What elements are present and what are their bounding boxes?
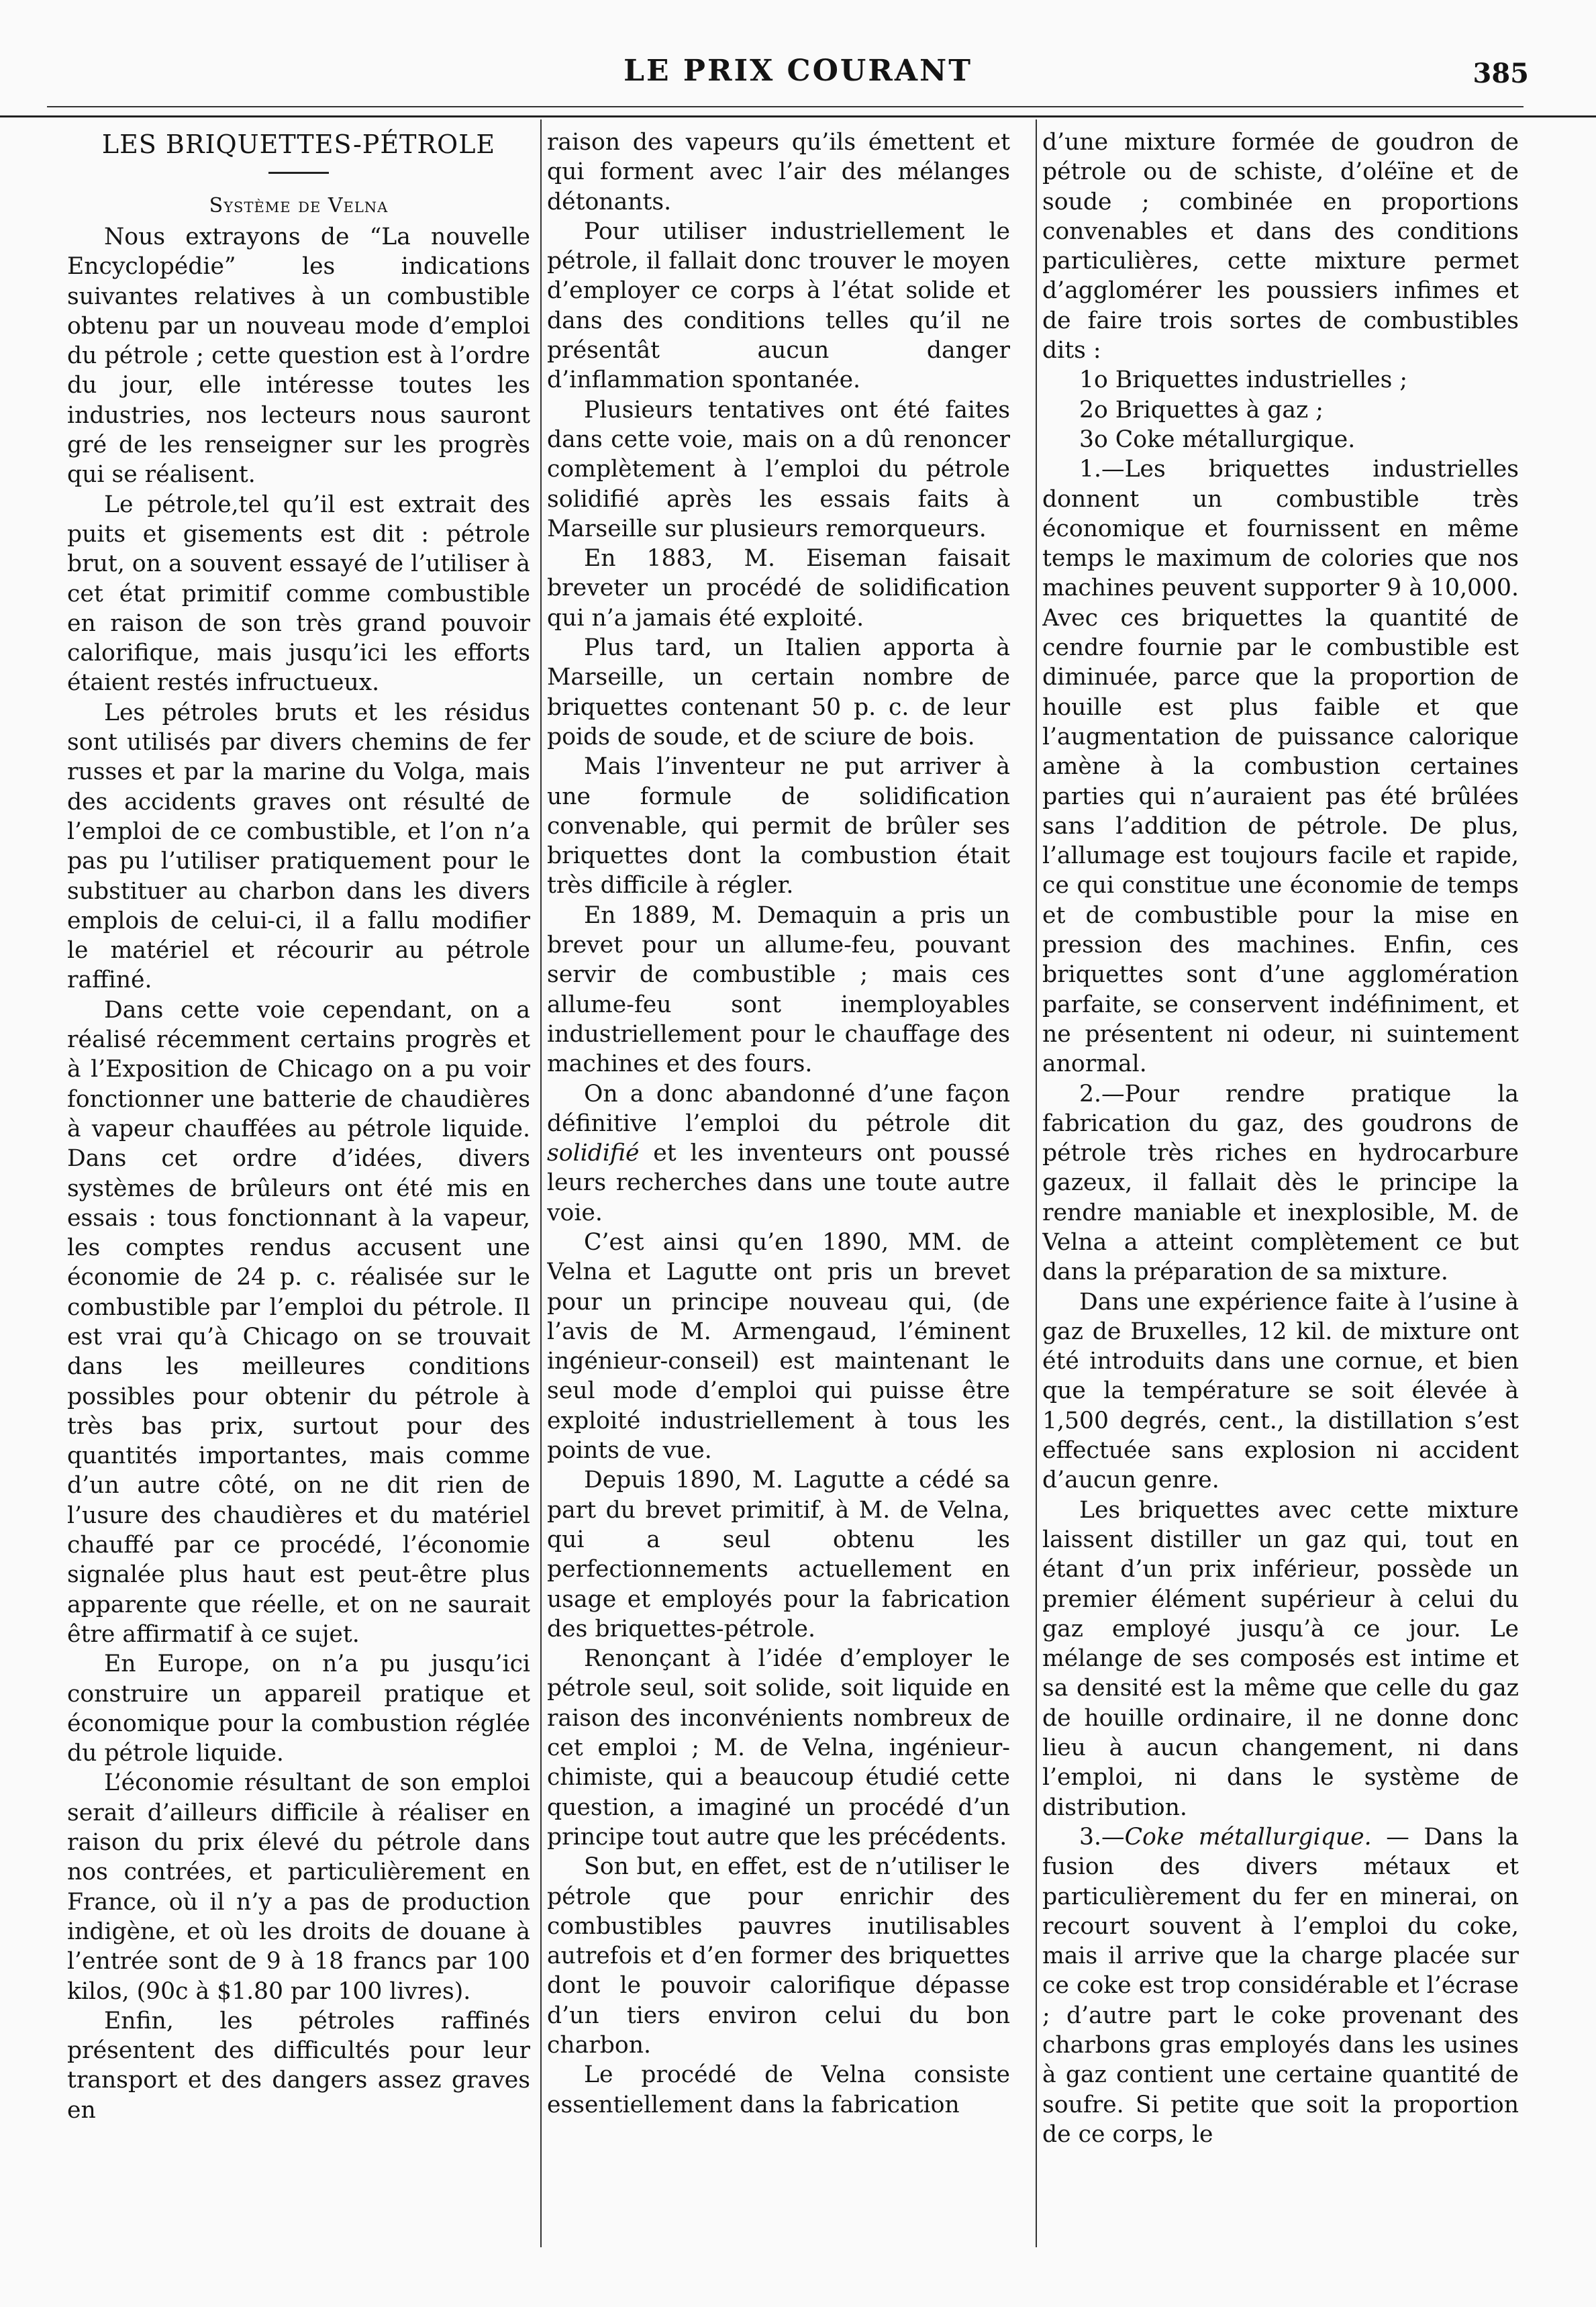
journal-title: LE PRIX COURANT — [624, 54, 972, 88]
paragraph: Nous extrayons de “La nouvelle Encyclopédie” les indications suivantes relatives à un combustible obtenu par un nouveau mode d’emploi du pétrole ; cette question est à l’ordre du jour, elle intéresse toutes les industries, nos lecteurs nous sauront gré de les renseigner sur les progrès qui se réalisent. — [67, 224, 530, 489]
paragraph: En 1883, M. Eiseman faisait breveter un procédé de solidification qui n’a jamais été exploité. — [547, 545, 1010, 632]
paragraph: Le pétrole,tel qu’il est extrait des puits et gisements est dit : pétrole brut, on a souvent essayé de l’utiliser à cet état primitif comme combustible en raison de son très grand pouvoir calorifique, mais jusqu’ici les efforts étaient restés infructueux. — [67, 491, 530, 697]
paragraph: Mais l’inventeur ne put arriver à une formule de solidification convenable, qui permit de brûler ses briquettes dont la combustion était très difficile à régler. — [547, 753, 1010, 899]
column-divider — [1036, 119, 1037, 2247]
paragraph: raison des vapeurs qu’ils émettent et qui forment avec l’air des mélanges détonants. — [547, 129, 1010, 215]
paragraph: C’est ainsi qu’en 1890, MM. de Velna et Lagutte ont pris un brevet pour un principe nouveau qui, (de l’avis de M. Armengaud, l’éminent ingénieur-conseil) est maintenant le seul mode d’emploi qui puisse être exploité industriellement à tous les points de vue. — [547, 1228, 1010, 1465]
paragraph: Les briquettes avec cette mixture laissent distiller un gaz qui, tout en étant d’un prix inférieur, possède un premier élément supérieur à celui du gaz employé jusqu’à ce jour. Le mélange de ses composés est intime et sa densité est la même que celle du gaz de houille ordinaire, il ne donne donc lieu à aucun changement, ni dans l’emploi, ni dans le système de distribution. — [1042, 1496, 1519, 1821]
column-2 — [547, 128, 1010, 2249]
list-item: 3o Coke métallurgique. — [1079, 426, 1356, 453]
header-rule-lower — [0, 115, 1596, 117]
emphasis-text: Coke métallurgique. — [1124, 1823, 1372, 1851]
paragraph: En Europe, on n’a pu jusqu’ici construire un appareil pratique et économique pour la combustion réglée du pétrole liquide. — [67, 1651, 530, 1767]
page-number: 385 — [1473, 58, 1529, 89]
paragraph: Dans cette voie cependant, on a réalisé récemment certains progrès et à l’Exposition de Chicago on a pu voir fonctionner une batterie de chaudières à vapeur chauffées au pétrole liquide. Dans cet ordre d’idées, divers systèmes de brûleurs ont été mis en essais : tous fonctionnant à la vapeur, les comptes rendus accusent une économie de 24 p. c. réalisée sur le combustible par l’emploi du pétrole. Il est vrai qu’à Chicago on se trouvait dans les meilleures conditions possibles pour obtenir du pétrole à très bas prix, surtout pour des quantités importantes, mais comme d’un autre côté, on ne dit rien de l’usure des chaudières et du matériel chauffé par ce procédé, l’économie signalée plus haut est peut-être plus apparente que réelle, et on ne saurait être affirmatif à ce sujet. — [67, 996, 530, 1648]
article-title: LES BRIQUETTES-PÉTROLE — [101, 130, 496, 159]
column-divider — [540, 119, 542, 2247]
paragraph: Son but, en effet, est de n’utiliser le pétrole que pour enrichir des combustibles pauvres inutilisables autrefois et d’en former des briquettes dont le pouvoir calorifique dépasse d’un tiers environ celui du bon charbon. — [547, 1853, 1010, 2059]
paragraph-text: et les inventeurs ont poussé leurs recherches dans une toute autre voie. — [547, 1140, 1010, 1226]
paragraph: d’une mixture formée de goudron de pétrole ou de schiste, d’oléïne et de soude ; combinée en proportions convenables et dans des conditions particulières, cette mixture permet d’agglomérer les poussiers infimes et de faire trois sortes de combustibles dits : — [1042, 129, 1519, 364]
paragraph: Plusieurs tentatives ont été faites dans cette voie, mais on a dû renoncer complètement à l’emploi du pétrole solidifié après les essais faits à Marseille sur plusieurs remorqueurs. — [547, 396, 1010, 542]
running-head — [0, 54, 1596, 101]
paragraph-text: On a donc abandonné d’une façon définitive l’emploi du pétrole dit — [547, 1080, 1010, 1137]
emphasis-text: solidifié — [547, 1140, 640, 1167]
paragraph: Renonçant à l’idée d’employer le pétrole seul, soit solide, soit liquide en raison des inconvénients nombreux de cet emploi ; M. de Velna, ingénieur-chimiste, qui a beaucoup étudié cette question, a imaginé un procédé d’un principe tout autre que les précédents. — [547, 1645, 1010, 1851]
article-subtitle: Système de Velna — [209, 194, 389, 217]
column-3 — [1042, 128, 1519, 2249]
paragraph — [547, 1079, 1010, 1228]
paragraph: 1.—Les briquettes industrielles donnent un combustible très économique et fournissent en même temps le maximum de colories que nos machines peuvent supporter 9 à 10,000. Avec ces briquettes la quantité de cendre fournie par le combustible est diminuée, parce que la proportion de houille est plus faible et que l’augmentation de puissance calorique amène à la combustion certaines parties qui n’auraient pas été brûlées sans l’addition de pétrole. De plus, l’allumage est toujours facile et rapide, ce qui constitue une économie de temps et de combustible pour la mise en pression des machines. Enfin, ces briquettes sont d’une agglomération parfaite, se conservent indéfiniment, et ne présentent ni odeur, ni suintement anormal. — [1042, 456, 1519, 1078]
list-item: 2o Briquettes à gaz ; — [1079, 396, 1324, 424]
column-1 — [67, 128, 530, 2249]
paragraph-text: 3.— — [1079, 1823, 1125, 1851]
paragraph: Dans une expérience faite à l’usine à gaz de Bruxelles, 12 kil. de mixture ont été introduits dans une cornue, et bien que la température se soit élevée à 1,500 degrés, cent., la distillation s’est effectuée sans explosion ni accident d’aucun genre. — [1042, 1288, 1519, 1494]
paragraph: Depuis 1890, M. Lagutte a cédé sa part du brevet primitif, à M. de Velna, qui a seul obtenu les perfectionnements actuellement en usage et employés pour la fabrication des briquettes-pétrole. — [547, 1467, 1010, 1642]
paragraph — [1042, 1822, 1519, 2149]
paragraph: L’économie résultant de son emploi serait d’ailleurs difficile à réaliser en raison du prix élevé du pétrole dans nos contrées, et particulièrement en France, où il n’y a pas de production indigène, et où les droits de douane à l’entrée sont de 9 à 18 francs par 100 kilos, (90c à $1.80 par 100 livres). — [67, 1769, 530, 2005]
paragraph: En 1889, M. Demaquin a pris un brevet pour un allume-feu, pouvant servir de combustible ; mais ces allume-feu sont inemployables industriellement pour le chauffage des machines et des fours. — [547, 901, 1010, 1078]
paragraph: Pour utiliser industriellement le pétrole, il fallait donc trouver le moyen d’employer ce corps à l’état solide et dans des conditions telles qu’il ne présentât aucun danger d’inflammation spontanée. — [547, 217, 1010, 394]
title-rule — [268, 172, 329, 174]
paragraph: Le procédé de Velna consiste essentiellement dans la fabrication — [547, 2061, 1010, 2118]
list-item: 1o Briquettes industrielles ; — [1079, 366, 1408, 394]
paragraph: 2.—Pour rendre pratique la fabrication du gaz, des goudrons de pétrole très riches en hydrocarbure gazeux, il fallait dès le principe la rendre maniable et inexplosible, M. de Velna a atteint complètement ce but dans la préparation de sa mixture. — [1042, 1080, 1519, 1286]
paragraph-text: — Dans la fusion des divers métaux et particulièrement du fer en minerai, on recourt souvent à l’emploi du coke, mais il arrive que la charge placée sur ce coke est trop considérable et l’écrase ; d’autre part le coke provenant des charbons gras employés dans les usines à gaz contient une certaine quantité de soufre. Si petite que soit la proportion de ce corps, le — [1042, 1823, 1519, 2148]
header-rule — [47, 106, 1524, 107]
paragraph: Les pétroles bruts et les résidus sont utilisés par divers chemins de fer russes et par la marine du Volga, mais des accidents graves ont résulté de l’emploi de ce combustible, et l’on n’a pas pu l’utiliser pratiquement pour le substituer au charbon dans les divers emplois de celui-ci, il a fallu modifier le matériel et récourir au pétrole raffiné. — [67, 699, 530, 994]
paragraph: Plus tard, un Italien apporta à Marseille, un certain nombre de briquettes contenant 50 p. c. de leur poids de soude, et de sciure de bois. — [547, 634, 1010, 750]
paragraph: Enfin, les pétroles raffinés présentent des difficultés pour leur transport et des dangers assez graves en — [67, 2007, 530, 2124]
